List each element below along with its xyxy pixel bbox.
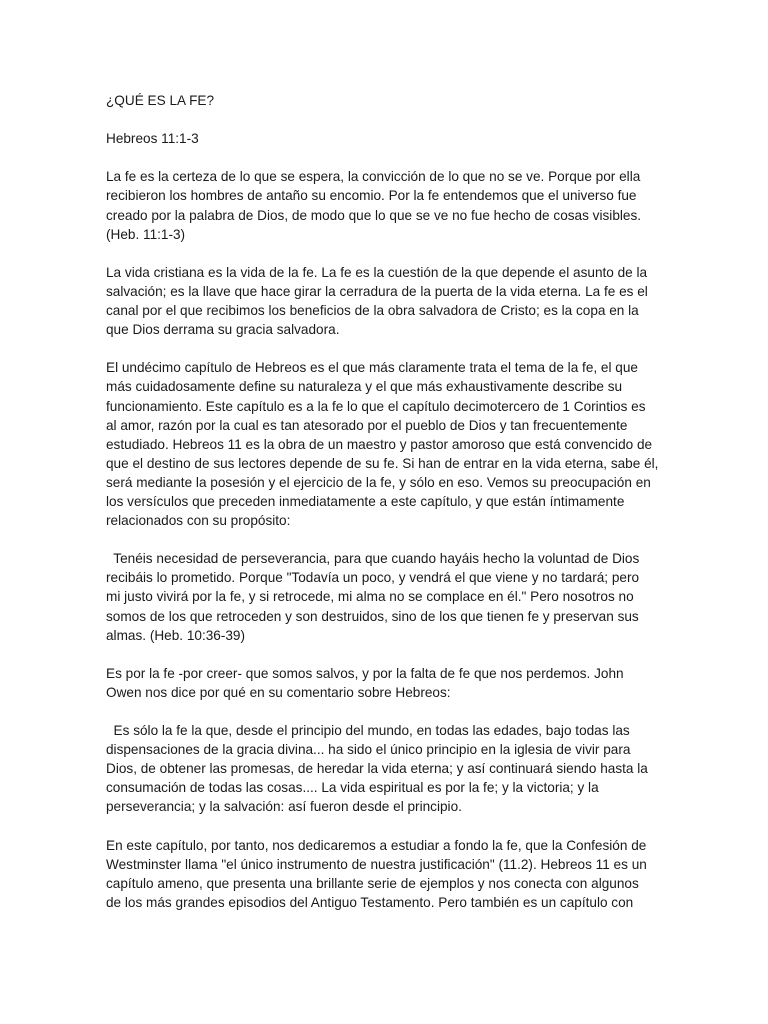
text-line: de los más grandes episodios del Antiguo Testamento. Pero también es un capítulo con <box>106 894 634 910</box>
text-line: dispensaciones de la gracia divina... ha sido el único principio en la iglesia de vivir para <box>106 742 631 758</box>
scripture-reference: Hebreos 11:1-3 <box>106 131 199 147</box>
text-line: salvación; es la llave que hace girar la cerradura de la puerta de la vida eterna. La fe es el <box>106 283 648 299</box>
text-line: que Dios derrama su gracia salvadora. <box>106 322 340 338</box>
text-line: capítulo ameno, que presenta una brillante serie de ejemplos y nos conecta con algunos <box>106 875 639 891</box>
paragraph-scripture-quote <box>106 167 666 243</box>
text-line: En este capítulo, por tanto, nos dedicaremos a estudiar a fondo la fe, que la Confesión de <box>106 837 647 853</box>
text-line: Es sólo la fe la que, desde el principio del mundo, en todas las edades, bajo todas las <box>106 723 630 739</box>
text-line: Es por la fe -por creer- que somos salvos, y por la falta de fe que nos perdemos. John <box>106 665 624 681</box>
text-line: Tenéis necesidad de perseverancia, para que cuando hayáis hecho la voluntad de Dios <box>106 551 640 567</box>
document-title: ¿QUÉ ES LA FE? <box>106 93 215 108</box>
paragraph-chapter-intro <box>106 836 666 912</box>
text-line: El undécimo capítulo de Hebreos es el que más claramente trata el tema de la fe, el que <box>106 360 638 376</box>
text-line: Owen nos dice por qué en su comentario sobre Hebreos: <box>106 684 451 700</box>
text-line: creado por la palabra de Dios, de modo que lo que se ve no fue hecho de cosas visibles. <box>106 207 642 223</box>
text-line: será mediante la posesión y el ejercicio de la fe, y sólo en eso. Vemos su preocupación en <box>106 474 651 490</box>
text-line: Westminster llama "el único instrumento de nuestra justificación" (11.2). Hebreos 11 es un <box>106 856 647 872</box>
blockquote-hebrews-ten <box>106 549 666 644</box>
text-line: Dios, de obtener las promesas, de heredar la vida eterna; y así continuará siendo hasta la <box>106 761 648 777</box>
text-line: relacionados con su propósito: <box>106 513 291 529</box>
text-line: (Heb. 11:1-3) <box>106 226 186 242</box>
text-line: más cuidadosamente define su naturaleza y el que más exhaustivamente describe su <box>106 379 623 395</box>
text-line: funcionamiento. Este capítulo es a la fe lo que el capítulo decimotercero de 1 Corintios es <box>106 398 646 414</box>
text-line: estudiado. Hebreos 11 es la obra de un maestro y pastor amoroso que está convencido de <box>106 436 653 452</box>
text-line: La vida cristiana es la vida de la fe. La fe es la cuestión de la que depende el asunto de la <box>106 264 648 280</box>
paragraph-hebrews-eleven <box>106 358 666 530</box>
text-line: que el destino de sus lectores depende de su fe. Si han de entrar en la vida eterna, sabe él, <box>106 455 659 471</box>
paragraph-christian-life <box>106 263 666 339</box>
text-line: somos de los que retroceden y son destruidos, sino de los que tienen fe y preservan sus <box>106 608 639 624</box>
text-line: al amor, razón por la cual es tan atesorado por el pueblo de Dios y tan frecuentemente <box>106 417 628 433</box>
text-line: canal por el que recibimos los beneficios de la obra salvadora de Cristo; es la copa en la <box>106 303 639 319</box>
text-line: almas. (Heb. 10:36-39) <box>106 627 246 643</box>
text-line: La fe es la certeza de lo que se espera, la convicción de lo que no se ve. Porque por ella <box>106 169 641 185</box>
paragraph-john-owen-intro <box>106 664 666 702</box>
text-line: mi justo vivirá por la fe, y si retrocede, mi alma no se complace en él." Pero nosotros no <box>106 589 634 605</box>
text-line: los versículos que preceden inmediatamente a este capítulo, y que están íntimamente <box>106 493 625 509</box>
text-line: recibieron los hombres de antaño su encomio. Por la fe entendemos que el universo fue <box>106 188 637 204</box>
text-line: recibáis lo prometido. Porque "Todavía un poco, y vendrá el que viene y no tardará; pero <box>106 570 640 586</box>
text-line: perseverancia; y la salvación: así fueron desde el principio. <box>106 799 462 815</box>
blockquote-john-owen <box>106 721 666 816</box>
document-body <box>106 91 666 931</box>
text-line: consumación de todas las cosas.... La vida espiritual es por la fe; y la victoria; y la <box>106 780 599 796</box>
